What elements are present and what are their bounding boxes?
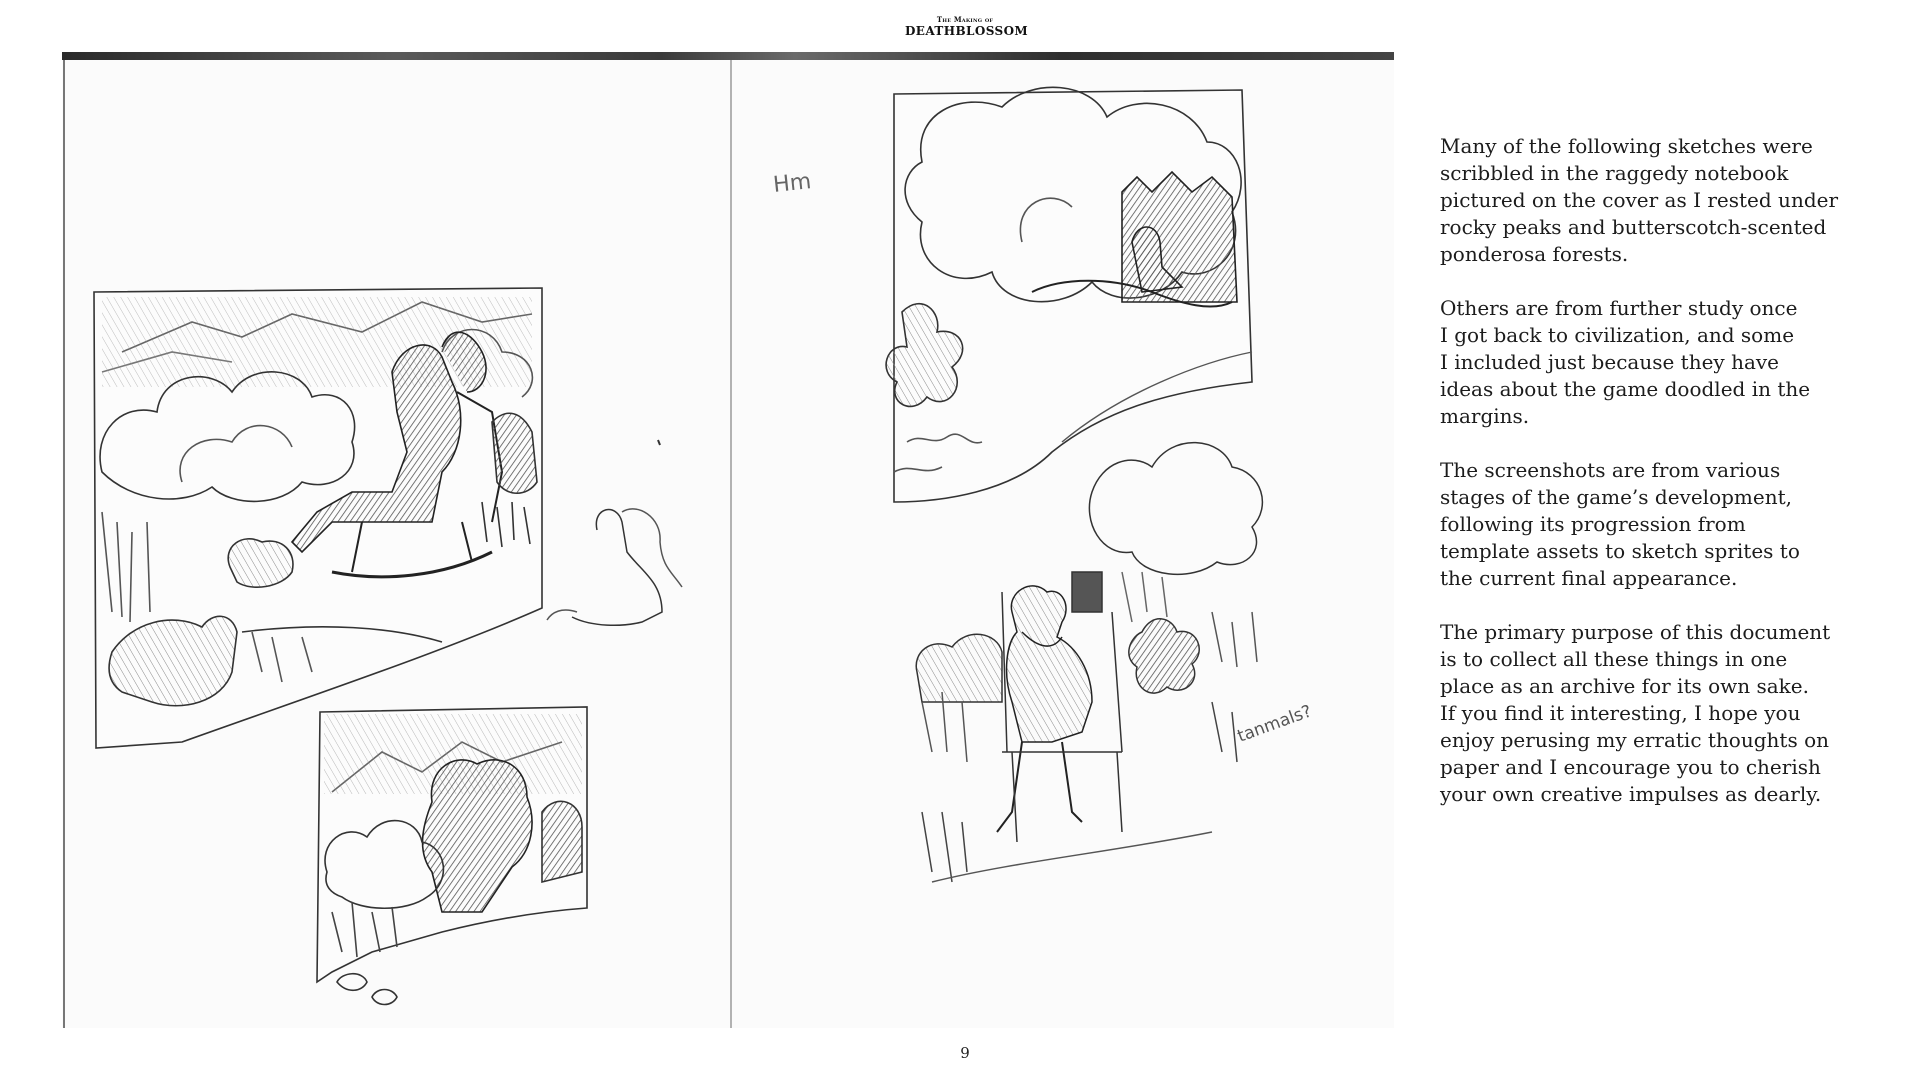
scan-top-edge [62, 52, 1394, 60]
caption-line: following its progression from [1440, 512, 1746, 536]
reclining-figure-sketch [547, 509, 682, 625]
right-upper-sketch-panel [886, 87, 1252, 502]
caption-line: scribbled in the raggedy notebook [1440, 161, 1789, 185]
caption-line: place as an archive for its own sake. [1440, 674, 1809, 698]
left-upper-sketch-panel [94, 288, 542, 748]
caption-line: pictured on the cover as I rested under [1440, 188, 1839, 212]
sketchbook-spread-image [62, 52, 1394, 1028]
sketch-drawing [62, 52, 1394, 1028]
caption-paragraph [1440, 295, 1870, 430]
caption-line: ideas about the game doodled in the [1440, 377, 1811, 401]
page-number: 9 [960, 1044, 970, 1062]
caption-line: paper and I encourage you to cherish [1440, 755, 1821, 779]
caption-text-block [1440, 133, 1870, 835]
caption-line: rocky peaks and butterscotch-scented [1440, 215, 1827, 239]
left-lower-sketch-panel [317, 707, 587, 1005]
header-subtitle: The Making of [936, 15, 994, 24]
caption-line: The screenshots are from various [1440, 458, 1781, 482]
caption-line: The primary purpose of this document [1440, 620, 1831, 644]
caption-line: Many of the following sketches were [1440, 134, 1813, 158]
page-header [905, 15, 1029, 38]
caption-line: template assets to sketch sprites to [1440, 539, 1800, 563]
caption-line: the current final appearance. [1440, 566, 1738, 590]
handwritten-note-hm: Hm [772, 169, 813, 198]
caption-paragraph [1440, 133, 1870, 268]
caption-line: If you find it interesting, I hope you [1440, 701, 1801, 725]
right-lower-seated-figure-sketch [916, 443, 1262, 882]
caption-line: is to collect all these things in one [1440, 647, 1788, 671]
caption-line: I got back to civilization, and some [1440, 323, 1795, 347]
handwritten-note-tanmals: tanmals? [1234, 701, 1315, 747]
caption-line: margins. [1440, 404, 1530, 428]
caption-line: enjoy perusing my erratic thoughts on [1440, 728, 1829, 752]
caption-paragraph [1440, 457, 1870, 592]
caption-line: I included just because they have [1440, 350, 1780, 374]
caption-line: ponderosa forests. [1440, 242, 1629, 266]
caption-line: your own creative impulses as dearly. [1440, 782, 1822, 806]
caption-line: Others are from further study once [1440, 296, 1798, 320]
header-title: DEATHBLOSSOM [905, 24, 1029, 38]
caption-line: stages of the game’s development, [1440, 485, 1792, 509]
caption-paragraph [1440, 619, 1870, 808]
